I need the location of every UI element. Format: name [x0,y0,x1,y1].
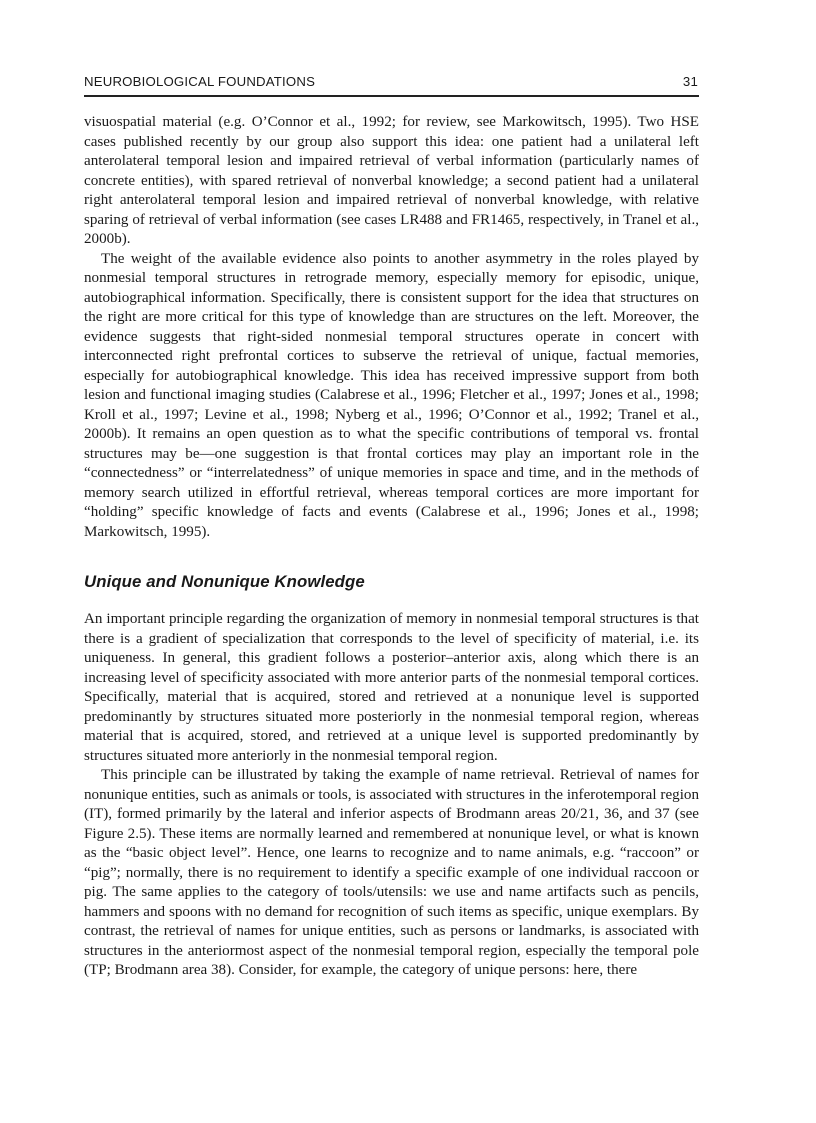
running-head [84,74,699,97]
page-number: 31 [682,74,698,89]
book-page [84,74,699,981]
section-heading: Unique and Nonunique Knowledge [84,572,365,591]
paragraph: The weight of the available evidence also points to another asymmetry in the roles played by nonmesial temporal structures in retrograde memory, especially memory for episodic, unique, autobiographical information. Specifically, there is consistent support for the idea that structures on the right are more critical for this type of knowledge than are structures on the left. Moreover, the evidence suggests that right-sided nonmesial temporal structures operate in concert with interconnected right prefrontal cortices to subserve the retrieval of unique, factual memories, especially for autobiographical knowledge. This idea has received impressive support from both lesion and functional imaging studies (Calabrese et al., 1996; Fletcher et al., 1997; Jones et al., 1998; Kroll et al., 1997; Levine et al., 1998; Nyberg et al., 1996; O’Connor et al., 1992; Tranel et al., 2000b). It remains an open question as to what the specific contributions of temporal vs. frontal structures may be—one suggestion is that frontal cortices may play an important role in the “connectedness” or “interrelatedness” of unique memories in space and time, and in the methods of memory search utilized in effortful retrieval, whereas temporal cortices are more important for “holding” specific knowledge of facts and events (Calabrese et al., 1996; Jones et al., 1998; Markowitsch, 1995). [84,250,699,540]
body-text-before-heading [84,113,699,542]
body-text-after-heading [84,610,699,981]
running-title: NEUROBIOLOGICAL FOUNDATIONS [84,74,316,89]
paragraph: This principle can be illustrated by taking the example of name retrieval. Retrieval of names for nonunique entities, such as animals or tools, is associated with structures in the inferotemporal region (IT), formed primarily by the lateral and inferior aspects of Brodmann areas 20/21, 36, and 37 (see Figure 2.5). These items are normally learned and remembered at nonunique level, or what is known as the “basic object level”. Hence, one learns to recognize and to name animals, e.g. “raccoon” or “pig”; normally, there is no requirement to identify a specific example of one individual raccoon or pig. The same applies to the category of tools/utensils: we use and name artifacts such as pencils, hammers and spoons with no demand for recognition of such items as specific, unique exemplars. By contrast, the retrieval of names for unique entities, such as persons or landmarks, is associated with structures in the anteriormost aspect of the nonmesial temporal region, especially the temporal pole (TP; Brodmann area 38). Consider, for example, the category of unique persons: here, there [84,767,699,978]
paragraph: An important principle regarding the organization of memory in nonmesial temporal structures is that there is a gradient of specialization that corresponds to the level of specificity of material, i.e. its uniqueness. In general, this gradient follows a posterior–anterior axis, along which there is an increasing level of specificity associated with more anterior parts of the nonmesial temporal cortices. Specifically, material that is acquired, stored and retrieved at a nonunique level is supported predominantly by structures situated more posteriorly in the nonmesial temporal region, whereas material that is acquired, stored, and retrieved at a unique level is supported predominantly by structures situated more anteriorly in the nonmesial temporal region. [84,611,699,764]
paragraph-continuation: visuospatial material (e.g. O’Connor et al., 1992; for review, see Markowitsch, 1995). Two HSE cases published recently by our group also support this idea: one patient had a unilateral left anterolateral temporal lesion and impaired retrieval of verbal information (particularly names of concrete entities), with spared retrieval of nonverbal knowledge; a second patient had a unilateral right anterolateral temporal lesion and impaired retrieval of nonverbal knowledge, with relative sparing of retrieval of verbal information (see cases LR488 and FR1465, respectively, in Tranel et al., 2000b). [84,114,699,247]
